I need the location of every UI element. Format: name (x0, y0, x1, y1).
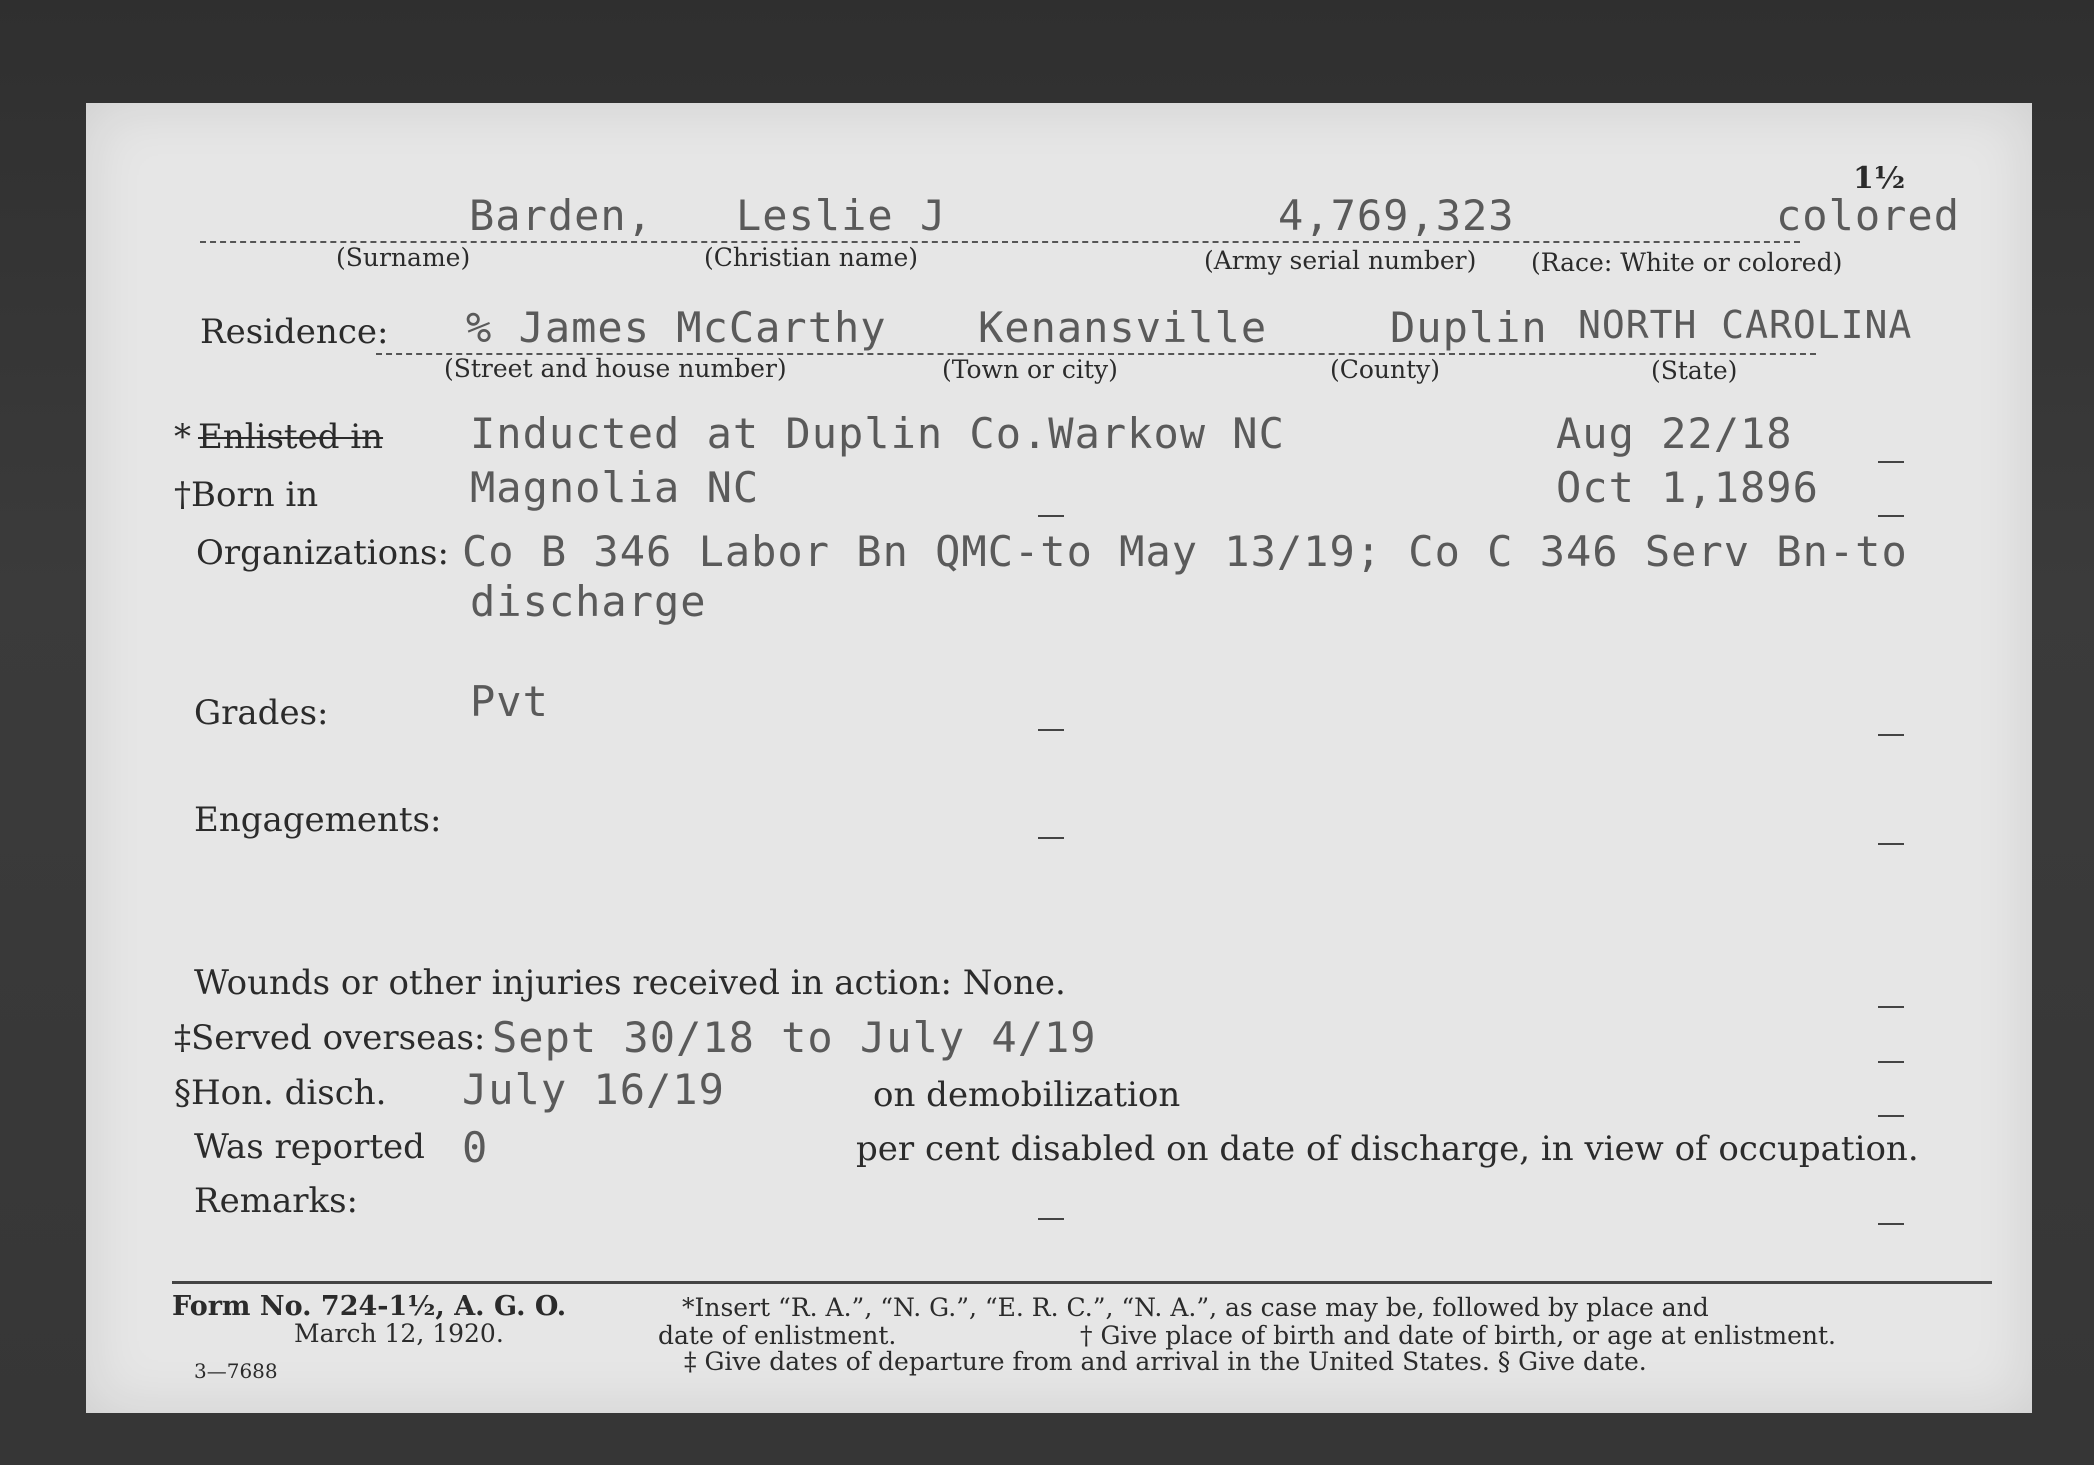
engagements-dash-mid (1038, 837, 1064, 839)
organizations-line1: Co B 346 Labor Bn QMC-to May 13/19; Co C 346 Serv Bn-to (462, 527, 1908, 576)
residence-street-value: % James McCarthy (466, 303, 887, 352)
street-caption: (Street and house number) (444, 354, 787, 383)
christian-name-value: Leslie J (736, 191, 947, 240)
grades-dash-mid (1038, 729, 1064, 731)
footer-rule (172, 1281, 1992, 1284)
town-caption: (Town or city) (942, 355, 1118, 384)
reported-label: Was reported (194, 1127, 425, 1167)
residence-label: Residence: (200, 312, 389, 352)
form-date: March 12, 1920. (294, 1319, 504, 1348)
remarks-dash-right (1878, 1223, 1904, 1225)
footnote-line3: ‡ Give dates of departure from and arrival in the United States. § Give date. (684, 1347, 1647, 1376)
grades-label: Grades: (194, 693, 329, 733)
residence-state-value: NORTH CAROLINA (1578, 303, 1913, 347)
enlisted-dash-right (1878, 461, 1904, 463)
organizations-label: Organizations: (196, 533, 449, 573)
enlisted-label: Enlisted in (198, 417, 384, 457)
wounds-text: Wounds or other injuries received in action: None. (194, 963, 1066, 1003)
born-label: †Born in (174, 475, 319, 515)
hon-disch-value: July 16/19 (462, 1065, 725, 1114)
reported-value: 0 (462, 1123, 489, 1172)
born-value: Magnolia NC (470, 463, 760, 512)
footnote-line2a: date of enlistment. (658, 1321, 897, 1350)
organizations-line2: discharge (470, 577, 707, 626)
residence-county-value: Duplin (1390, 303, 1548, 352)
born-dash-mid (1038, 515, 1064, 517)
hon-disch-label: §Hon. disch. (174, 1073, 387, 1113)
footnote-line1: *Insert “R. A.”, “N. G.”, “E. R. C.”, “N. A.”, as case may be, followed by place and (682, 1293, 1709, 1322)
overseas-dash-right (1878, 1061, 1904, 1063)
state-caption: (State) (1651, 356, 1738, 385)
remarks-label: Remarks: (194, 1181, 358, 1221)
enlisted-mark: * (174, 417, 191, 457)
form-code: 3—7688 (194, 1359, 278, 1383)
wounds-dash-right (1878, 1006, 1904, 1008)
born-date: Oct 1,1896 (1556, 463, 1819, 512)
serial-number-value: 4,769,323 (1278, 191, 1515, 240)
form-number: Form No. 724-1½, A. G. O. (172, 1291, 567, 1322)
christian-name-caption: (Christian name) (704, 243, 919, 272)
reported-suffix: per cent disabled on date of discharge, in view of occupation. (856, 1129, 1919, 1169)
card-fraction-text: 1½ (1853, 161, 1906, 196)
race-caption: (Race: White or colored) (1531, 248, 1843, 277)
remarks-dash-mid (1038, 1218, 1064, 1220)
residence-town-value: Kenansville (978, 303, 1268, 352)
serial-number-caption: (Army serial number) (1204, 246, 1477, 275)
hon-disch-dash-right (1878, 1115, 1904, 1117)
overseas-value: Sept 30/18 to July 4/19 (492, 1013, 1097, 1062)
race-value: colored (1776, 191, 1961, 240)
surname-value: Barden, (469, 191, 654, 240)
county-caption: (County) (1330, 355, 1441, 384)
born-dash-right (1878, 515, 1904, 517)
footnote-line2b: † Give place of birth and date of birth, or age at enlistment. (1080, 1321, 1836, 1350)
engagements-label: Engagements: (194, 800, 442, 840)
engagements-dash-right (1878, 843, 1904, 845)
grades-dash-right (1878, 734, 1904, 736)
service-record-card (86, 103, 2032, 1413)
hon-disch-suffix: on demobilization (873, 1075, 1181, 1115)
surname-caption: (Surname) (336, 243, 471, 272)
enlisted-value: Inducted at Duplin Co.Warkow NC (470, 409, 1285, 458)
enlisted-date: Aug 22/18 (1556, 409, 1793, 458)
overseas-label: ‡Served overseas: (174, 1018, 486, 1058)
grades-value: Pvt (470, 677, 549, 726)
